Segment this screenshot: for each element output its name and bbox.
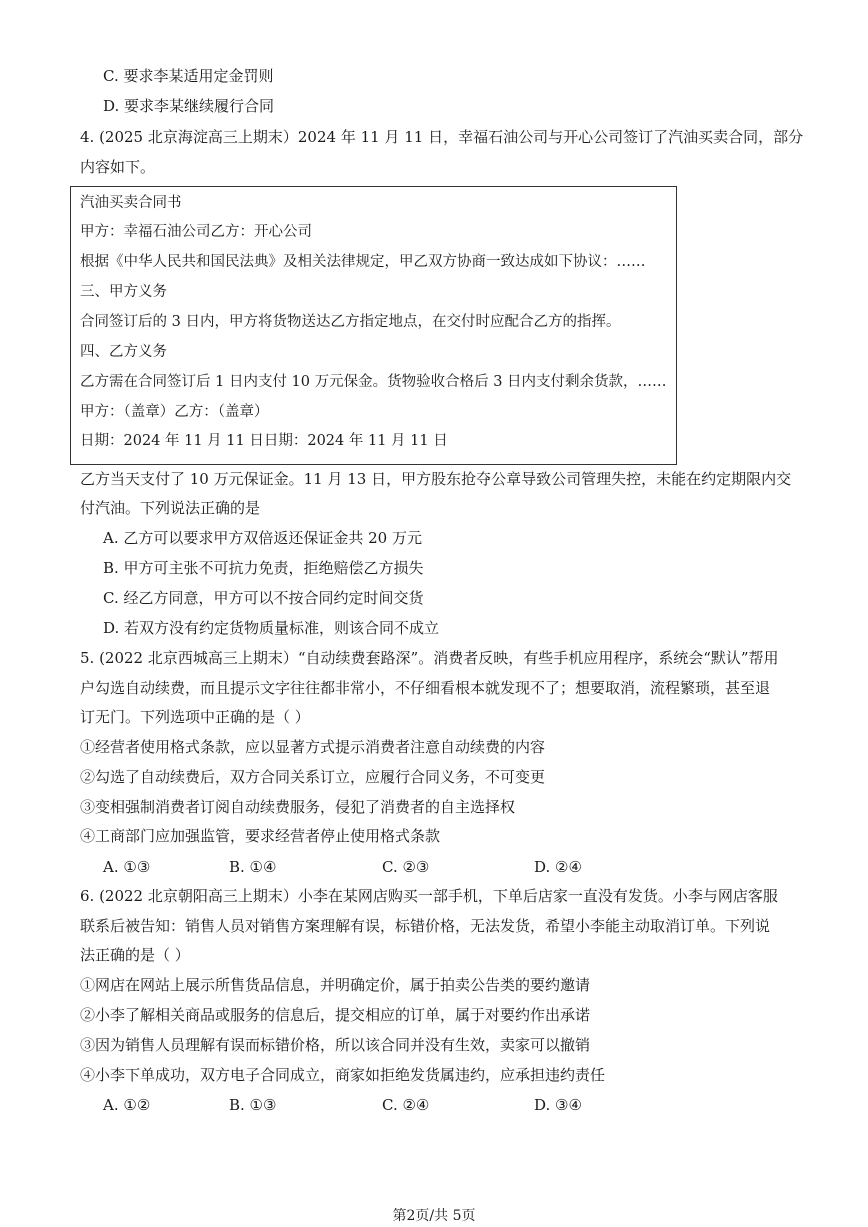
q6-item-2: ②小李了解相关商品或服务的信息后，提交相应的订单，属于对要约作出承诺: [80, 1006, 591, 1024]
q5-item-2: ②勾选了自动续费后，双方合同关系订立，应履行合同义务，不可变更: [80, 768, 546, 786]
q4-option-b: B. 甲方可主张不可抗力免责，拒绝赔偿乙方损失: [103, 559, 424, 577]
q4-option-d: D. 若双方没有约定货物质量标准，则该合同不成立: [103, 619, 440, 637]
q4-option-c: C. 经乙方同意，甲方可以不按合同约定时间交货: [103, 589, 424, 607]
q3-option-d: D. 要求李某继续履行合同: [103, 97, 275, 115]
contract-section-4: 四、乙方义务: [80, 344, 167, 360]
contract-section-4-text: 乙方需在合同签订后 1 日内支付 10 万元保金。货物验收合格后 3 日内支付剩余货款，……: [80, 374, 667, 390]
q5-item-1: ①经营者使用格式条款，应以显著方式提示消费者注意自动续费的内容: [80, 738, 546, 756]
q6-choice-b: B. ①③: [229, 1096, 277, 1114]
q5-choice-a: A. ①③: [103, 858, 151, 876]
contract-section-3-text: 合同签订后的 3 日内，甲方将货物送达乙方指定地点，在交付时应配合乙方的指挥。: [80, 314, 621, 330]
q6-choice-d: D. ③④: [534, 1096, 582, 1114]
q3-option-c: C. 要求李某适用定金罚则: [103, 67, 274, 85]
contract-title: 汽油买卖合同书: [80, 195, 182, 211]
q4-after-line2: 付汽油。下列说法正确的是: [80, 499, 261, 517]
q6-stem-line1: 6. (2022 北京朝阳高三上期末）小李在某网店购买一部手机，下单后店家一直没有发货。小李与网店客服: [80, 887, 778, 905]
q6-choice-a: A. ①②: [103, 1096, 151, 1114]
q5-choice-b: B. ①④: [229, 858, 277, 876]
contract-dates: 日期：2024 年 11 月 11 日日期：2024 年 11 月 11 日: [80, 433, 448, 449]
q4-stem-line2: 内容如下。: [80, 158, 156, 176]
q5-item-3: ③变相强制消费者订阅自动续费服务，侵犯了消费者的自主选择权: [80, 798, 516, 816]
contract-preamble: 根据《中华人民共和国民法典》及相关法律规定，甲乙双方协商一致达成如下协议：……: [80, 254, 646, 270]
q5-choice-c: C. ②③: [382, 858, 430, 876]
q4-option-a: A. 乙方可以要求甲方双倍返还保证金共 20 万元: [103, 529, 422, 547]
q5-stem-line3: 订无门。下列选项中正确的是（ ）: [80, 708, 310, 726]
q6-item-3: ③因为销售人员理解有误而标错价格，所以该合同并没有生效，卖家可以撤销: [80, 1036, 591, 1054]
q6-choice-c: C. ②④: [382, 1096, 430, 1114]
q6-item-4: ④小李下单成功，双方电子合同成立，商家如拒绝发货属违约，应承担违约责任: [80, 1066, 606, 1084]
contract-section-3: 三、甲方义务: [80, 284, 167, 300]
q4-stem-line1: 4. (2025 北京海淀高三上期末）2024 年 11 月 11 日，幸福石油公司与开心公司签订了汽油买卖合同，部分: [80, 128, 804, 146]
q6-stem-line3: 法正确的是（ ）: [80, 946, 190, 964]
q6-item-1: ①网店在网站上展示所售货品信息，并明确定价，属于拍卖公告类的要约邀请: [80, 976, 591, 994]
q5-item-4: ④工商部门应加强监管，要求经营者停止使用格式条款: [80, 827, 441, 845]
contract-seals: 甲方：（盖章）乙方：（盖章）: [80, 404, 269, 420]
contract-parties: 甲方：幸福石油公司乙方：开心公司: [80, 224, 312, 240]
q5-choice-d: D. ②④: [534, 858, 582, 876]
q4-after-line1: 乙方当天支付了 10 万元保证金。11 月 13 日，甲方股东抢夺公章导致公司管理失控，未能在约定期限内交: [80, 470, 792, 488]
q6-stem-line2: 联系后被告知：销售人员对销售方案理解有误，标错价格，无法发货，希望小李能主动取消订单。下列说: [80, 917, 771, 935]
q5-stem-line1: 5. (2022 北京西城高三上期末）“自动续费套路深”。消费者反映，有些手机应用程序，系统会“默认”帮用: [80, 649, 779, 667]
q5-stem-line2: 户勾选自动续费，而且提示文字往往都非常小，不仔细看根本就发现不了；想要取消，流程繁琐，甚至退: [80, 679, 771, 697]
page-number-footer: 第2页/共 5页: [392, 1208, 476, 1224]
